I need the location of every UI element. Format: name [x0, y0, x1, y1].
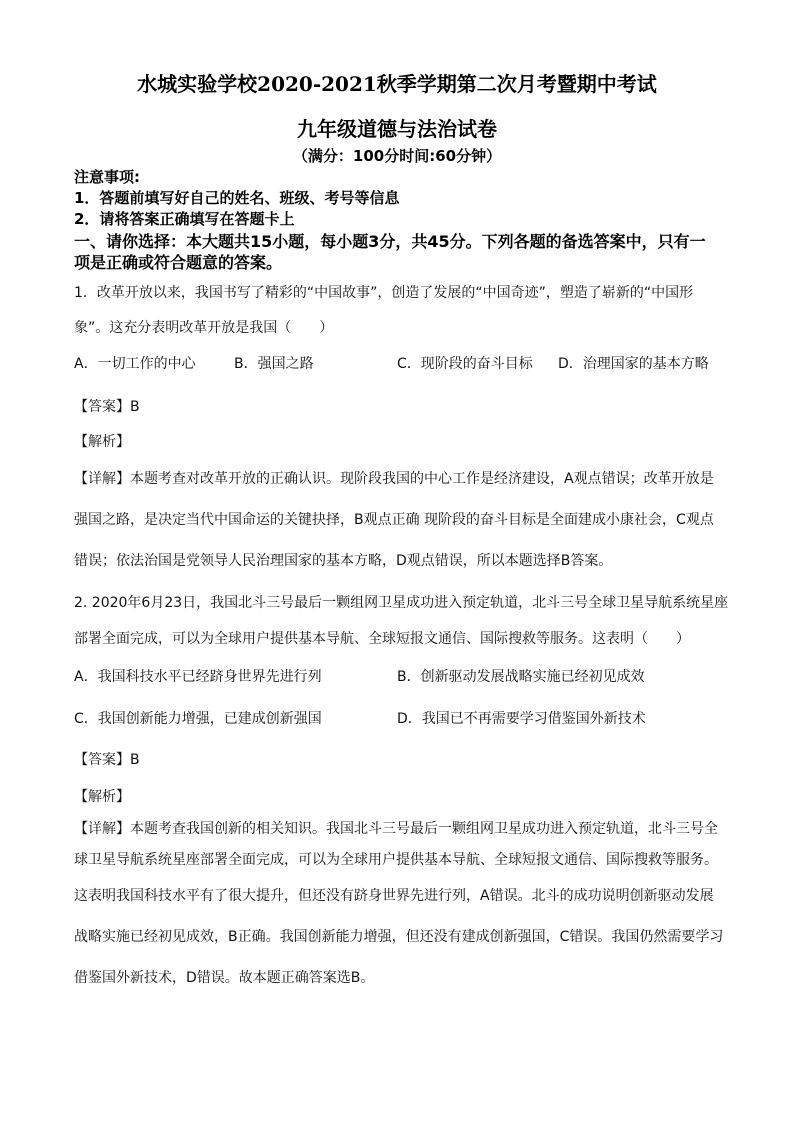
question-stem-line: 1．改革开放以来，我国书写了精彩的“中国故事”，创造了发展的“中国奇迹”，塑造了崭新的“中国形	[74, 285, 694, 301]
answer-label: 【答案】B	[74, 399, 140, 415]
exam-title: 水城实验学校2020-2021秋季学期第二次月考暨期中考试	[137, 72, 657, 96]
option-b: B．强国之路	[234, 356, 314, 372]
answer-label: 【答案】B	[74, 752, 140, 768]
notes-item: 2．请将答案正确填写在答题卡上	[74, 210, 295, 228]
option-a: A．一切工作的中心	[74, 356, 196, 372]
option-d: D．我国已不再需要学习借鉴国外新技术	[397, 711, 646, 727]
question-stem-line: 象”。这充分表明改革开放是我国（ ）	[74, 320, 334, 336]
detail-line: 借鉴国外新技术，D错误。故本题正确答案选B。	[74, 970, 375, 986]
option-a: A．我国科技水平已经跻身世界先进行列	[74, 669, 322, 685]
notes-item: 1．答题前填写好自己的姓名、班级、考号等信息	[74, 189, 400, 207]
detail-line: 球卫星导航系统星座部署全面完成，可以为全球用户提供基本导航、全球短报文通信、国际搜救等服务。	[74, 852, 718, 868]
question-stem-line: 2. 2020年6月23日，我国北斗三号最后一颗组网卫星成功进入预定轨道，北斗三号全球卫星导航系统星座	[74, 595, 729, 611]
option-d: D．治理国家的基本方略	[558, 356, 709, 372]
exam-subtitle: 九年级道德与法治试卷	[297, 117, 497, 141]
option-c: C．现阶段的奋斗目标	[397, 356, 533, 372]
analysis-label: 【解析】	[74, 789, 130, 805]
option-b: B．创新驱动发展战略实施已经初见成效	[397, 669, 645, 685]
notes-heading: 注意事项:	[74, 168, 140, 186]
analysis-label: 【解析】	[74, 434, 130, 450]
detail-line: 错误；依法治国是党领导人民治理国家的基本方略，D观点错误，所以本题选择B答案。	[74, 553, 613, 569]
section-instruction-line: 一、请你选择：本大题共15小题，每小题3分，共45分。下列各题的备选答案中，只有一	[74, 232, 706, 251]
exam-meta: （满分：100分时间:60分钟）	[292, 147, 502, 165]
question-stem-line: 部署全面完成，可以为全球用户提供基本导航、全球短报文通信、国际搜救等服务。这表明（ ）	[74, 631, 690, 647]
detail-line: 【详解】本题考查对改革开放的正确认识。现阶段我国的中心工作是经济建设，A观点错误；改革开放是	[74, 471, 714, 487]
detail-line: 【详解】本题考查我国创新的相关知识。我国北斗三号最后一颗组网卫星成功进入预定轨道，北斗三号全	[74, 821, 718, 837]
detail-line: 这表明我国科技水平有了很大提升，但还没有跻身世界先进行列，A错误。北斗的成功说明创新驱动发展	[74, 888, 714, 904]
option-c: C．我国创新能力增强，已建成创新强国	[74, 711, 322, 727]
detail-line: 强国之路，是决定当代中国命运的关键抉择，B观点正确 现阶段的奋斗目标是全面建成小康社会，C观点	[74, 512, 714, 528]
section-instruction-line: 项是正确或符合题意的答案。	[74, 253, 283, 272]
detail-line: 战略实施已经初见成效，B正确。我国创新能力增强，但还没有建成创新强国，C错误。我国仍然需要学习	[74, 929, 724, 945]
